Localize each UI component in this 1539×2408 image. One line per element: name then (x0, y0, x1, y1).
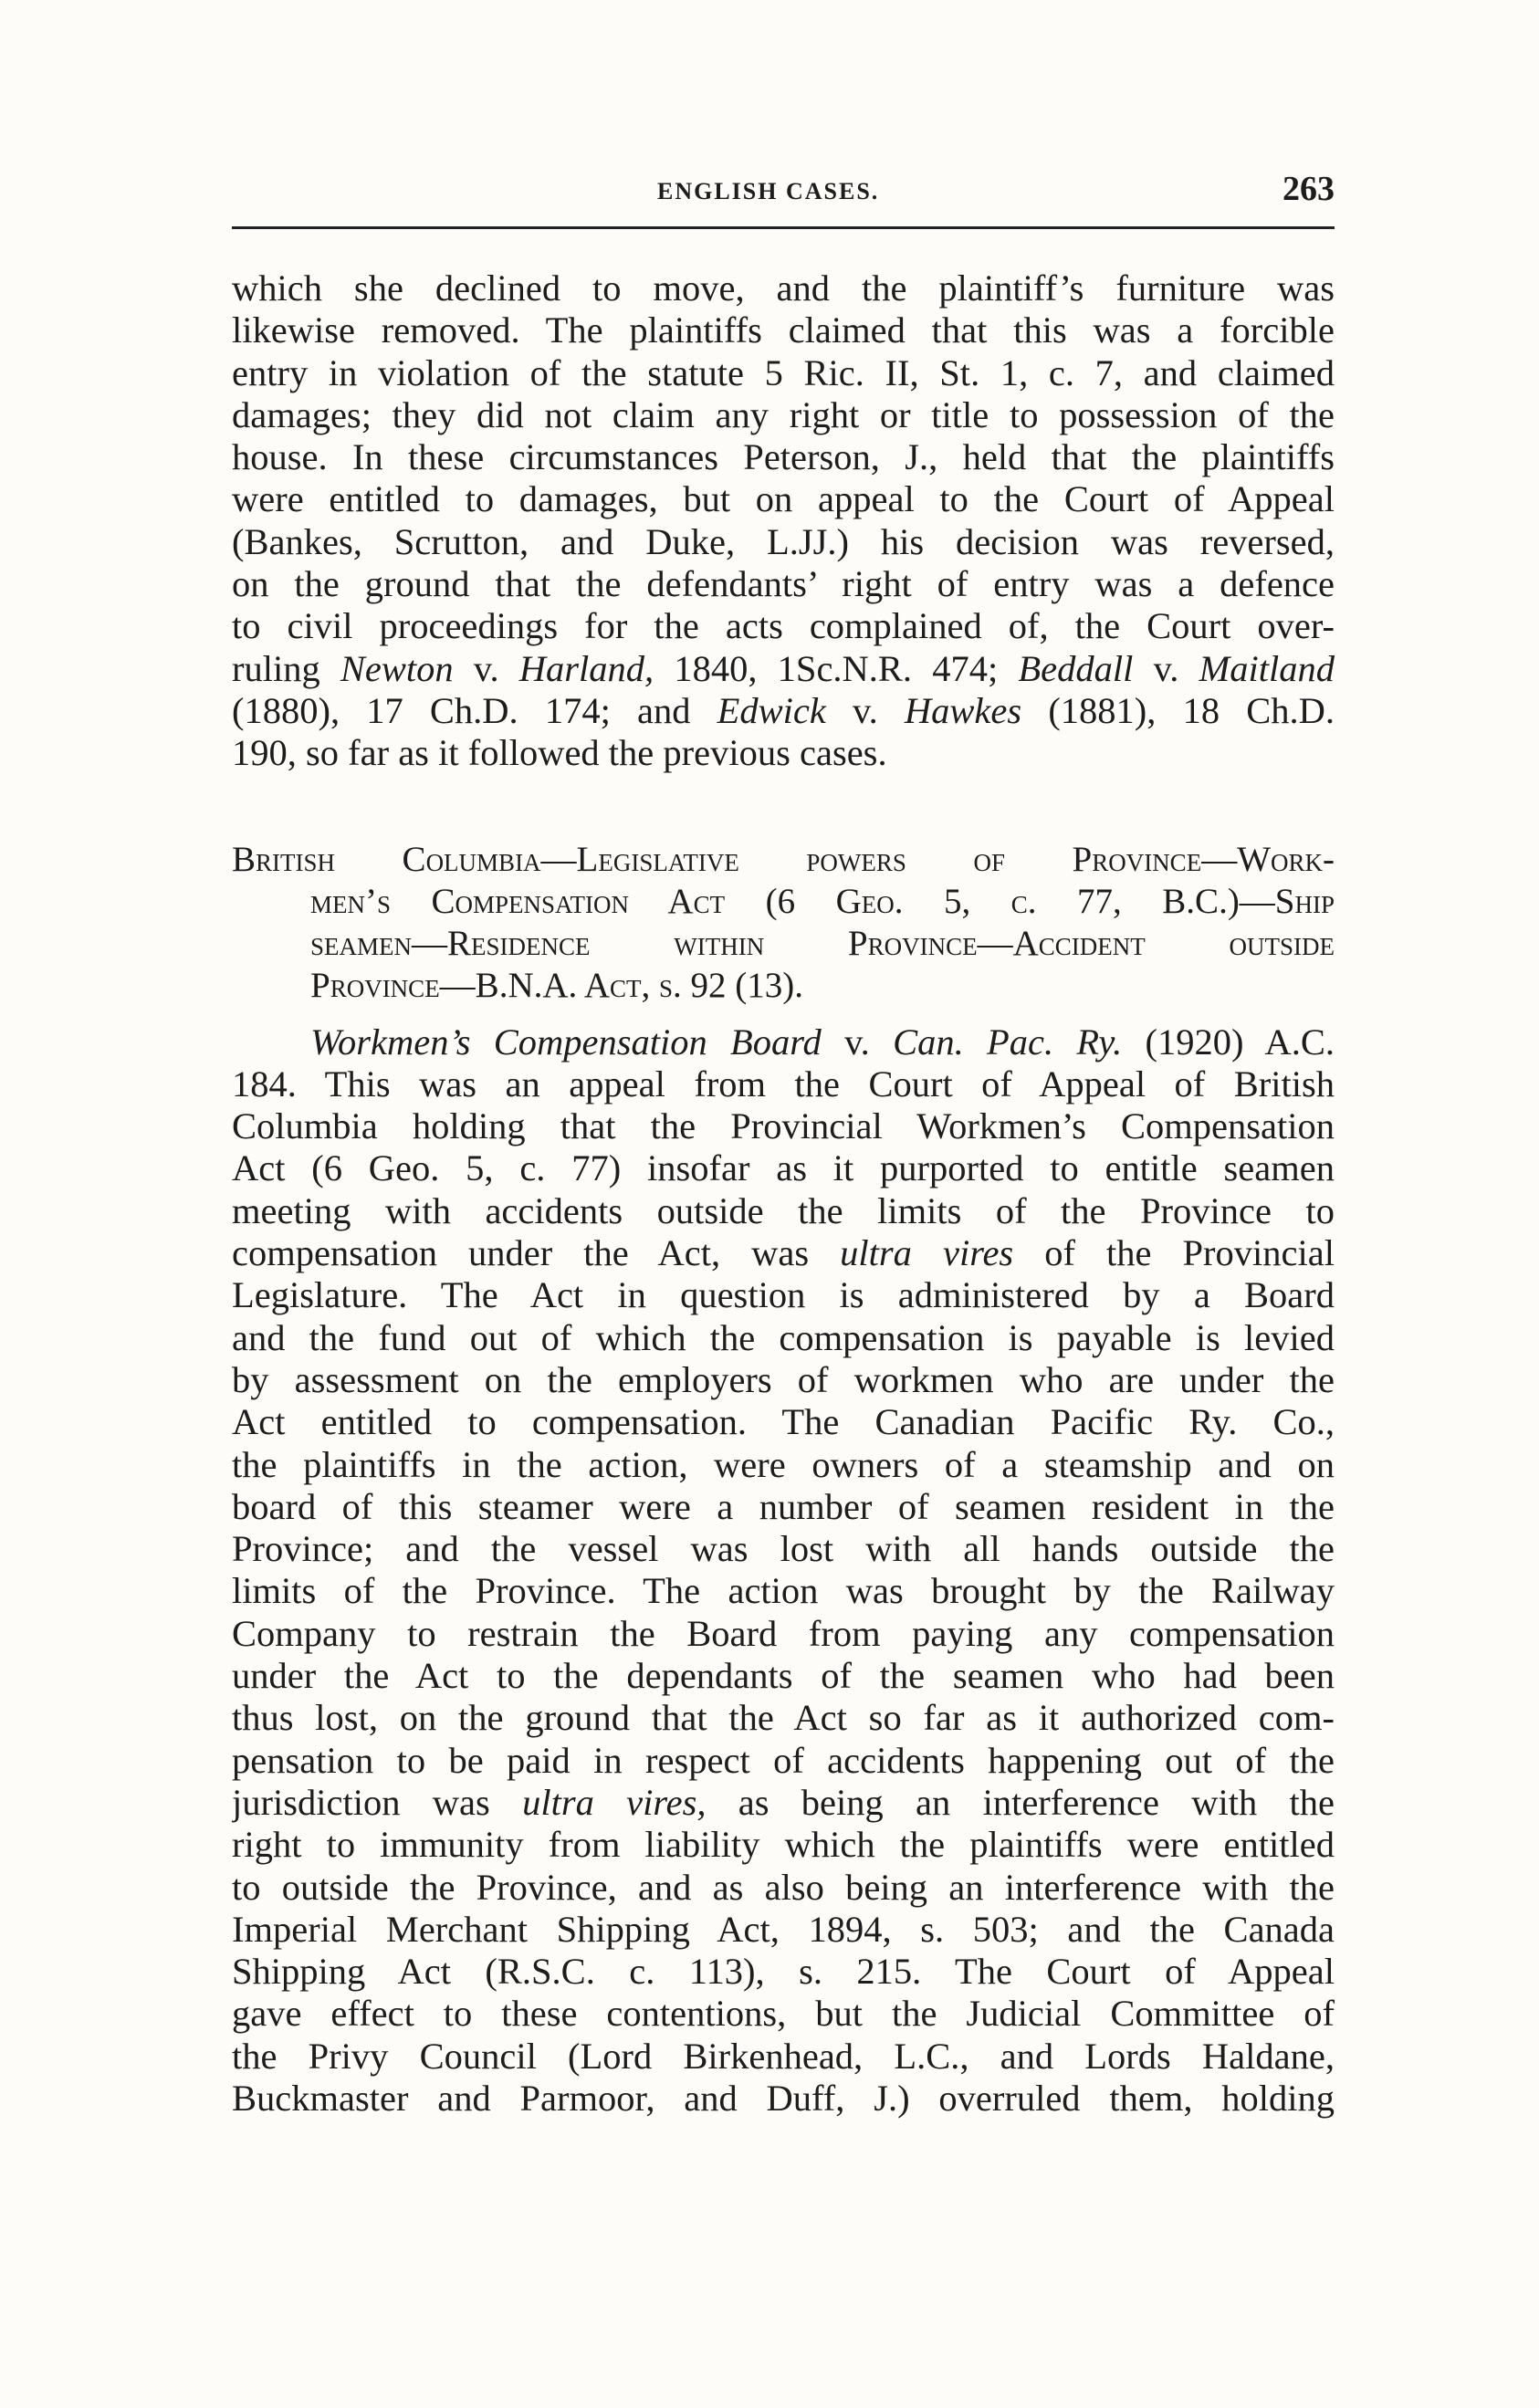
text-line: by assessment on the employers of workmen who are under the (232, 1358, 1335, 1400)
header-rule (232, 226, 1335, 229)
text-line: ruling Newton v. Harland, 1840, 1Sc.N.R. 474; Beddall v. Maitland (232, 647, 1335, 689)
running-title: ENGLISH CASES. (657, 178, 880, 204)
paragraph-1 (232, 267, 1335, 775)
heading-line: British Columbia—Legislative powers of Province—Work- (232, 839, 1335, 879)
text-line: 184. This was an appeal from the Court of Appeal of British (232, 1063, 1335, 1105)
text-line: pensation to be paid in respect of accidents happening out of the (232, 1739, 1335, 1781)
text-line: to civil proceedings for the acts complained of, the Court over- (232, 605, 1335, 647)
case-heading (232, 839, 1335, 1007)
text-line: entry in violation of the statute 5 Ric. II, St. 1, c. 7, and claimed (232, 351, 1335, 393)
heading-line: Province—B.N.A. Act, s. 92 (13). (310, 965, 804, 1005)
page-body (232, 267, 1335, 2120)
text-line: meeting with accidents outside the limits of the Province to (232, 1189, 1335, 1231)
text-line: (Bankes, Scrutton, and Duke, L.JJ.) his decision was reversed, (232, 520, 1335, 562)
text-line: to outside the Province, and as also being an interference with the (232, 1866, 1335, 1908)
text-line: thus lost, on the ground that the Act so far as it authorized com- (232, 1697, 1335, 1739)
text-line: Columbia holding that the Provincial Workmen’s Compensation (232, 1105, 1335, 1147)
text-line: Act entitled to compensation. The Canadian Pacific Ry. Co., (232, 1401, 1335, 1443)
text-line: Workmen’s Compensation Board v. Can. Pac. Ry. (1920) A.C. (310, 1021, 1335, 1063)
text-line: and the fund out of which the compensation is payable is levied (232, 1316, 1335, 1358)
text-line: damages; they did not claim any right or title to possession of the (232, 393, 1335, 435)
text-line: were entitled to damages, but on appeal to the Court of Appeal (232, 478, 1335, 520)
text-line: 190, so far as it followed the previous cases. (232, 732, 887, 774)
text-line: compensation under the Act, was ultra vires of the Provincial (232, 1232, 1335, 1274)
text-line: Legislature. The Act in question is administered by a Board (232, 1274, 1335, 1316)
text-line: right to immunity from liability which the plaintiffs were entitled (232, 1824, 1335, 1866)
text-line: Province; and the vessel was lost with all hands outside the (232, 1528, 1335, 1570)
page-number: 263 (1282, 170, 1335, 208)
text-line: Shipping Act (R.S.C. c. 113), s. 215. The Court of Appeal (232, 1951, 1335, 1993)
text-line: Act (6 Geo. 5, c. 77) insofar as it purported to entitle seamen (232, 1147, 1335, 1189)
text-line: limits of the Province. The action was brought by the Railway (232, 1570, 1335, 1612)
text-line: the Privy Council (Lord Birkenhead, L.C., and Lords Haldane, (232, 2035, 1335, 2077)
text-line: which she declined to move, and the plaintiff’s furniture was (232, 267, 1335, 309)
text-line: Imperial Merchant Shipping Act, 1894, s. 503; and the Canada (232, 1908, 1335, 1950)
text-line: under the Act to the dependants of the seamen who had been (232, 1655, 1335, 1697)
text-line: Buckmaster and Parmoor, and Duff, J.) overruled them, holding (232, 2077, 1335, 2119)
heading-line: men’s Compensation Act (6 Geo. 5, c. 77, B.C.)—Ship (310, 881, 1335, 921)
heading-line: seamen—Residence within Province—Accident outside (310, 923, 1335, 963)
text-line: the plaintiffs in the action, were owners of a steamship and on (232, 1443, 1335, 1485)
text-line: Company to restrain the Board from paying any compensation (232, 1612, 1335, 1654)
text-line: on the ground that the defendants’ right of entry was a defence (232, 563, 1335, 605)
text-line: (1880), 17 Ch.D. 174; and Edwick v. Hawkes (1881), 18 Ch.D. (232, 689, 1335, 731)
paragraph-2 (232, 1021, 1335, 2120)
text-line: likewise removed. The plaintiffs claimed that this was a forcible (232, 309, 1335, 351)
text-line: board of this steamer were a number of seamen resident in the (232, 1485, 1335, 1527)
text-line: gave effect to these contentions, but the Judicial Committee of (232, 1993, 1335, 2035)
text-line: house. In these circumstances Peterson, J., held that the plaintiffs (232, 436, 1335, 478)
text-line: jurisdiction was ultra vires, as being an interference with the (232, 1781, 1335, 1823)
page-header (232, 167, 1335, 215)
